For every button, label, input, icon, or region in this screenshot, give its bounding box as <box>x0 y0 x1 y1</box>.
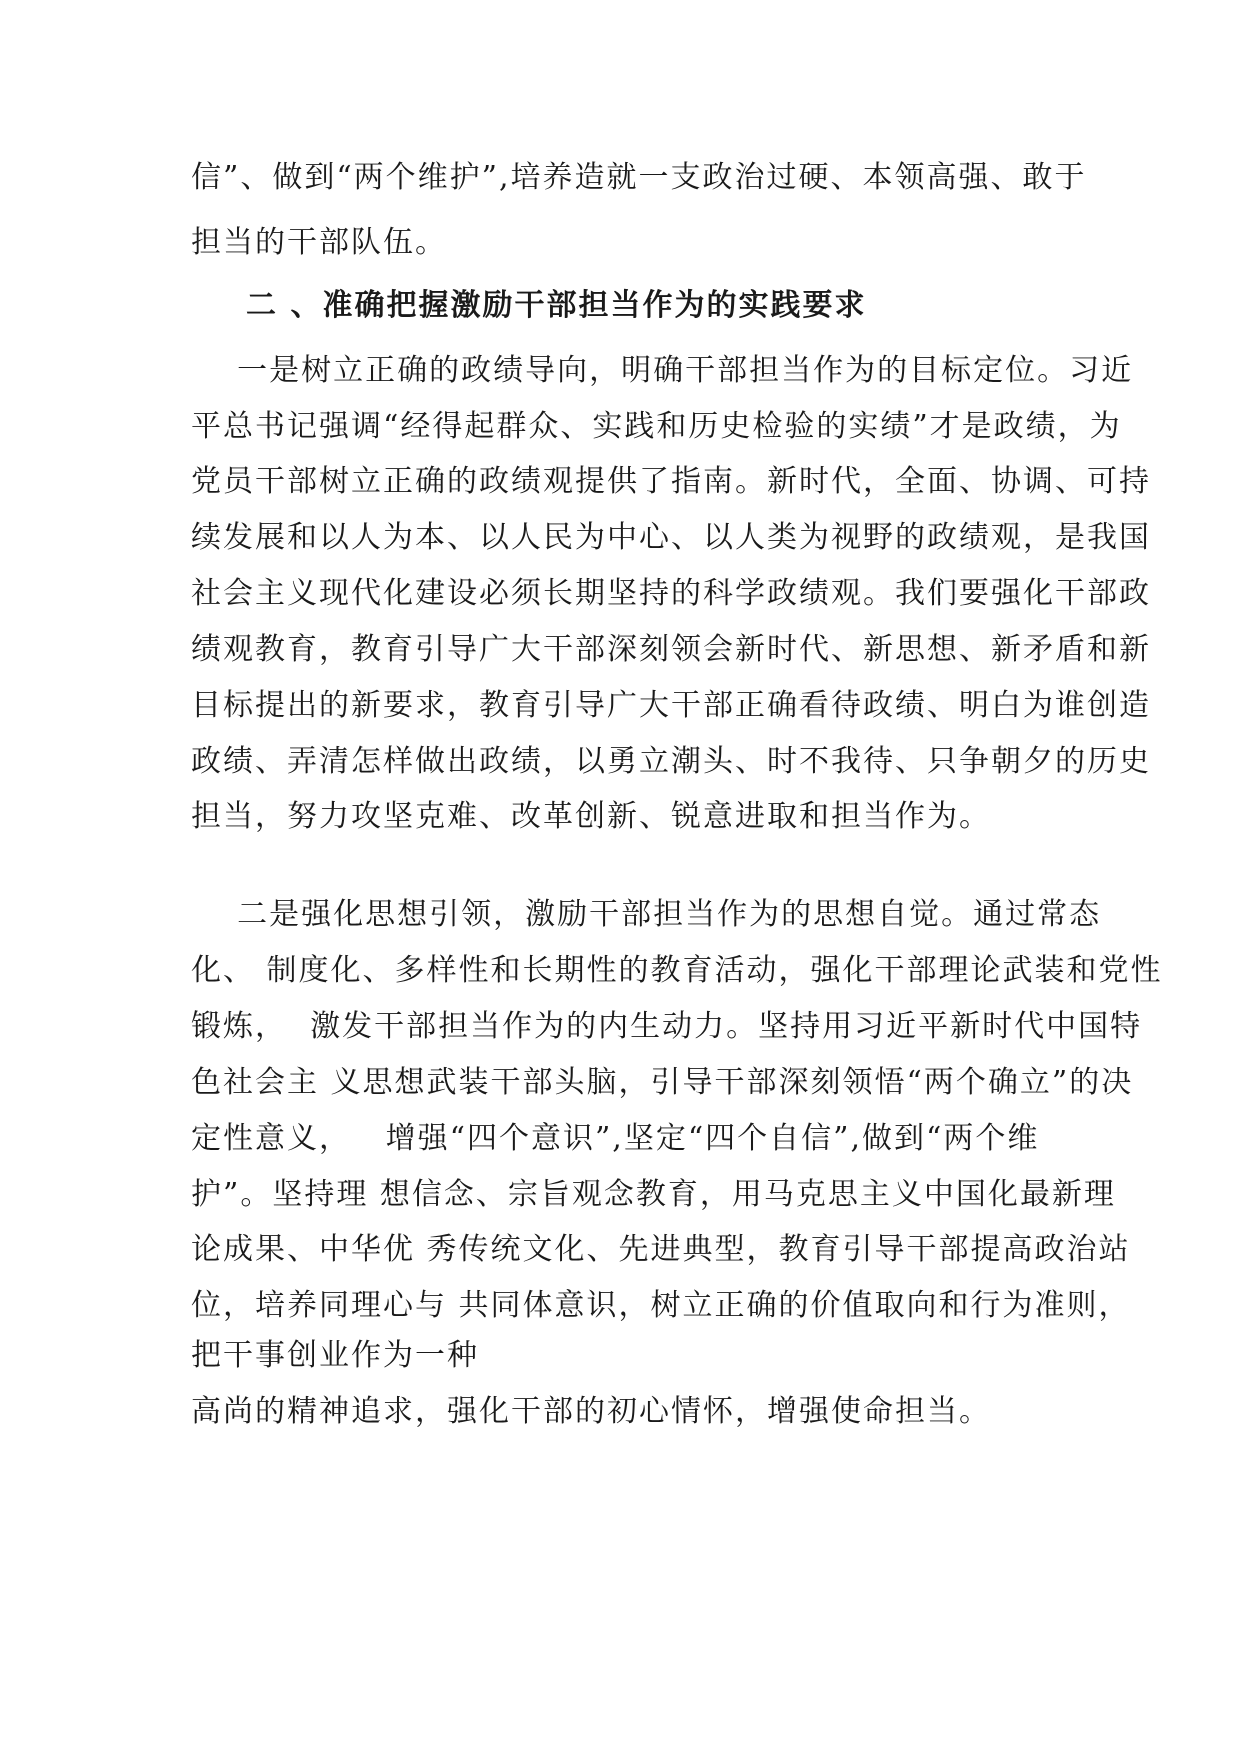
text-line: 把干事创业作为一种 <box>191 1338 479 1373</box>
text-line: 化、 制度化、多样性和长期性的教育活动，强化干部理论武装和党性 <box>191 953 1163 988</box>
text-line: 续发展和以人为本、以人民为中心、以人类为视野的政绩观，是我国 <box>191 520 1151 555</box>
text-line: 定性意义， 增强“四个意识”,坚定“四个自信”,做到“两个维 <box>191 1121 1040 1156</box>
text-line: 平总书记强调“经得起群众、实践和历史检验的实绩”才是政绩，为 <box>191 409 1122 444</box>
section-heading: 二 、准确把握激励干部担当作为的实践要求 <box>246 288 867 323</box>
text-line: 高尚的精神追求，强化干部的初心情怀，增强使命担当。 <box>191 1394 991 1429</box>
text-line: 政绩、弄清怎样做出政绩，以勇立潮头、时不我待、只争朝夕的历史 <box>191 744 1151 779</box>
text-line: 锻炼， 激发干部担当作为的内生动力。坚持用习近平新时代中国特 <box>191 1009 1143 1044</box>
text-line: 绩观教育，教育引导广大干部深刻领会新时代、新思想、新矛盾和新 <box>191 632 1151 667</box>
text-line: 担当的干部队伍。 <box>191 225 447 260</box>
text-line: 担当，努力攻坚克难、改革创新、锐意进取和担当作为。 <box>191 799 991 834</box>
text-line: 论成果、中华优 秀传统文化、先进典型，教育引导干部提高政治站 <box>191 1232 1131 1267</box>
text-line: 一是树立正确的政绩导向，明确干部担当作为的目标定位。习近 <box>191 353 1134 388</box>
text-line: 信”、做到“两个维护”,培养造就一支政治过硬、本领高强、敢于 <box>191 160 1087 195</box>
text-line: 位，培养同理心与 共同体意识，树立正确的价值取向和行为准则， <box>191 1288 1131 1323</box>
text-line: 护”。坚持理 想信念、宗旨观念教育，用马克思主义中国化最新理 <box>191 1177 1116 1212</box>
text-line: 色社会主 义思想武装干部头脑，引导干部深刻领悟“两个确立”的决 <box>191 1065 1134 1100</box>
text-line: 目标提出的新要求，教育引导广大干部正确看待政绩、明白为谁创造 <box>191 688 1151 723</box>
text-line: 二是强化思想引领，激励干部担当作为的思想自觉。通过常态 <box>191 897 1102 932</box>
text-line: 党员干部树立正确的政绩观提供了指南。新时代，全面、协调、可持 <box>191 464 1151 499</box>
text-line: 社会主义现代化建设必须长期坚持的科学政绩观。我们要强化干部政 <box>191 576 1151 611</box>
